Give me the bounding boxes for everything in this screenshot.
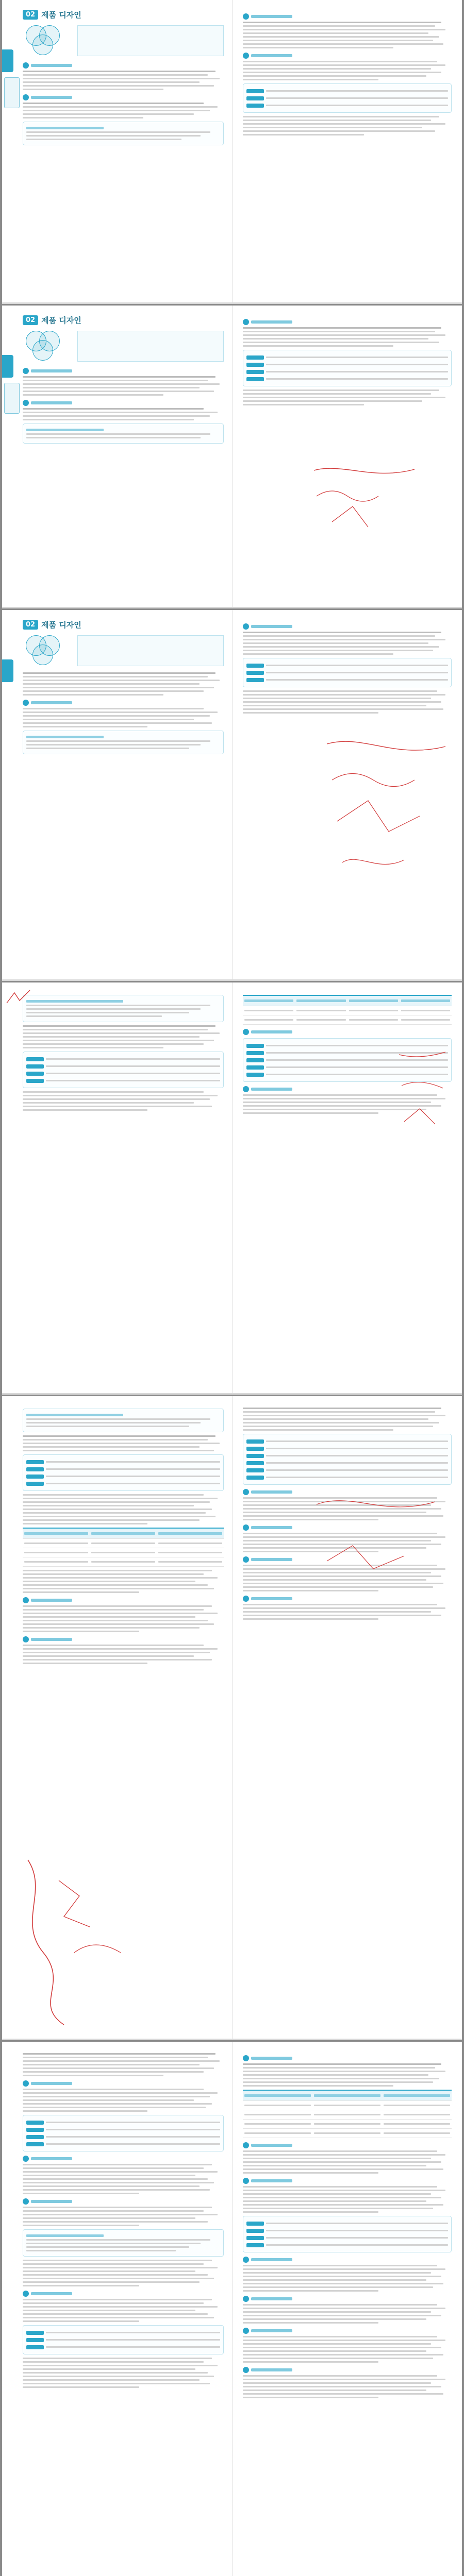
right-page — [232, 0, 462, 302]
numbered-bullet-icon — [23, 1597, 29, 1603]
text-block — [243, 327, 452, 347]
text-block — [243, 116, 452, 135]
text-block — [243, 1497, 452, 1520]
section-heading — [243, 1596, 452, 1602]
text-block — [23, 376, 224, 396]
section-tab-icon — [2, 355, 13, 378]
chapter-number: 02 — [23, 10, 38, 20]
numbered-bullet-icon — [23, 2291, 29, 2297]
summary-box — [23, 731, 224, 754]
chapter-title: 제품 디자인 — [41, 10, 81, 20]
left-page — [2, 2042, 232, 2576]
numbered-bullet-icon — [243, 319, 249, 325]
text-block — [23, 2260, 224, 2286]
section-heading — [23, 2198, 224, 2205]
text-block — [243, 2336, 452, 2363]
section-heading — [243, 2178, 452, 2184]
section-heading — [23, 94, 224, 100]
numbered-bullet-icon — [243, 1556, 249, 1563]
content-table — [243, 995, 452, 1025]
section-heading — [243, 1556, 452, 1563]
right-page — [232, 982, 462, 1393]
text-block — [243, 2063, 452, 2087]
text-block — [243, 1604, 452, 1620]
chapter-header — [23, 315, 224, 326]
text-block — [243, 632, 452, 655]
right-page — [232, 1396, 462, 2039]
numbered-bullet-icon — [243, 2142, 249, 2148]
left-page — [2, 610, 232, 979]
section-heading — [23, 700, 224, 706]
side-note-box — [4, 77, 20, 108]
section-heading — [243, 2328, 452, 2334]
numbered-bullet-icon — [23, 2080, 29, 2087]
diagram-legend — [77, 635, 224, 666]
numbered-bullet-icon — [243, 2257, 249, 2263]
text-block — [243, 22, 452, 48]
numbered-bullet-icon — [243, 1489, 249, 1495]
numbered-bullet-icon — [23, 1636, 29, 1642]
numbered-bullet-icon — [243, 623, 249, 630]
diagram-legend — [77, 331, 224, 362]
text-block — [23, 1025, 224, 1048]
section-heading — [243, 2257, 452, 2263]
numbered-bullet-icon — [23, 2156, 29, 2162]
section-heading — [243, 1489, 452, 1495]
venn-diagram-icon — [26, 331, 72, 362]
text-block — [23, 103, 224, 118]
section-heading — [243, 1086, 452, 1092]
text-block — [23, 1570, 224, 1593]
text-block — [23, 71, 224, 90]
right-page — [232, 306, 462, 607]
text-block — [243, 1408, 452, 1431]
chapter-title: 제품 디자인 — [41, 316, 81, 325]
section-heading — [23, 368, 224, 374]
text-block — [23, 2053, 224, 2076]
numbered-bullet-icon — [243, 13, 249, 20]
definition-box — [243, 350, 452, 386]
summary-box — [23, 423, 224, 444]
left-page — [2, 982, 232, 1393]
numbered-bullet-icon — [243, 1524, 249, 1531]
text-block — [243, 690, 452, 714]
text-block — [243, 2265, 452, 2292]
venn-diagram-icon — [26, 635, 72, 666]
text-block — [243, 2375, 452, 2398]
numbered-bullet-icon — [243, 2296, 249, 2302]
section-heading — [243, 623, 452, 630]
text-block — [23, 408, 224, 420]
numbered-bullet-icon — [243, 2367, 249, 2373]
numbered-bullet-icon — [243, 1596, 249, 1602]
definition-box — [23, 2115, 224, 2151]
section-heading — [243, 2296, 452, 2302]
text-block — [243, 1565, 452, 1591]
section-heading — [243, 2055, 452, 2061]
text-block — [243, 2304, 452, 2324]
section-heading — [23, 2291, 224, 2297]
chapter-header — [23, 9, 224, 20]
definition-box — [243, 1038, 452, 1082]
numbered-bullet-icon — [23, 700, 29, 706]
definition-box — [23, 1454, 224, 1491]
chapter-number: 02 — [23, 620, 38, 630]
definition-box — [243, 2216, 452, 2252]
text-block — [243, 389, 452, 405]
summary-box — [23, 995, 224, 1022]
text-block — [243, 2150, 452, 2174]
numbered-bullet-icon — [23, 400, 29, 406]
section-heading — [243, 319, 452, 325]
text-block — [23, 2358, 224, 2388]
numbered-bullet-icon — [23, 368, 29, 374]
page-spread-3 — [2, 610, 462, 981]
text-block — [23, 2299, 224, 2322]
numbered-bullet-icon — [243, 2055, 249, 2061]
left-page — [2, 0, 232, 302]
definition-box — [243, 658, 452, 687]
text-block — [23, 2164, 224, 2194]
concept-diagram — [26, 331, 224, 362]
section-heading — [243, 13, 452, 20]
content-table — [243, 2090, 452, 2138]
numbered-bullet-icon — [243, 2328, 249, 2334]
section-heading — [23, 2156, 224, 2162]
text-block — [243, 61, 452, 80]
left-page — [2, 306, 232, 607]
text-block — [243, 1533, 452, 1552]
text-block — [23, 2207, 224, 2226]
section-heading — [243, 2367, 452, 2373]
text-block — [23, 1494, 224, 1524]
definition-box — [243, 1434, 452, 1485]
summary-box — [23, 122, 224, 145]
text-block — [243, 1094, 452, 1114]
chapter-title: 제품 디자인 — [41, 620, 81, 630]
diagram-legend — [77, 25, 224, 56]
page-spread-1 — [2, 0, 462, 304]
section-heading — [23, 1636, 224, 1642]
left-page — [2, 1396, 232, 2039]
text-block — [23, 1645, 224, 1664]
section-heading — [23, 62, 224, 69]
definition-box — [243, 83, 452, 113]
right-page — [232, 2042, 462, 2576]
page-spread-5 — [2, 1396, 462, 2040]
right-page — [232, 610, 462, 979]
section-tab-icon — [2, 659, 13, 682]
venn-diagram-icon — [26, 25, 72, 56]
chapter-header — [23, 619, 224, 630]
numbered-bullet-icon — [23, 94, 29, 100]
section-heading — [243, 1524, 452, 1531]
summary-box — [23, 1409, 224, 1432]
definition-box — [23, 1052, 224, 1088]
numbered-bullet-icon — [23, 62, 29, 69]
page-spread-6 — [2, 2042, 462, 2576]
section-heading — [23, 400, 224, 406]
text-block — [23, 1605, 224, 1632]
text-block — [23, 2089, 224, 2112]
numbered-bullet-icon — [23, 2198, 29, 2205]
summary-box — [23, 2229, 224, 2257]
text-block — [23, 708, 224, 727]
section-heading — [23, 1597, 224, 1603]
section-heading — [23, 2080, 224, 2087]
numbered-bullet-icon — [243, 53, 249, 59]
concept-diagram — [26, 25, 224, 56]
numbered-bullet-icon — [243, 1086, 249, 1092]
section-heading — [243, 53, 452, 59]
section-tab-icon — [2, 49, 13, 72]
content-table — [23, 1528, 224, 1567]
text-block — [243, 2186, 452, 2213]
page-spread-2 — [2, 306, 462, 608]
text-block — [23, 1435, 224, 1451]
numbered-bullet-icon — [243, 1029, 249, 1035]
definition-box — [23, 2325, 224, 2354]
side-note-box — [4, 383, 20, 414]
text-block — [23, 672, 224, 696]
page-spread-4 — [2, 982, 462, 1395]
numbered-bullet-icon — [243, 2178, 249, 2184]
section-heading — [243, 1029, 452, 1035]
section-heading — [243, 2142, 452, 2148]
concept-diagram — [26, 635, 224, 666]
text-block — [23, 1091, 224, 1111]
chapter-number: 02 — [23, 315, 38, 325]
